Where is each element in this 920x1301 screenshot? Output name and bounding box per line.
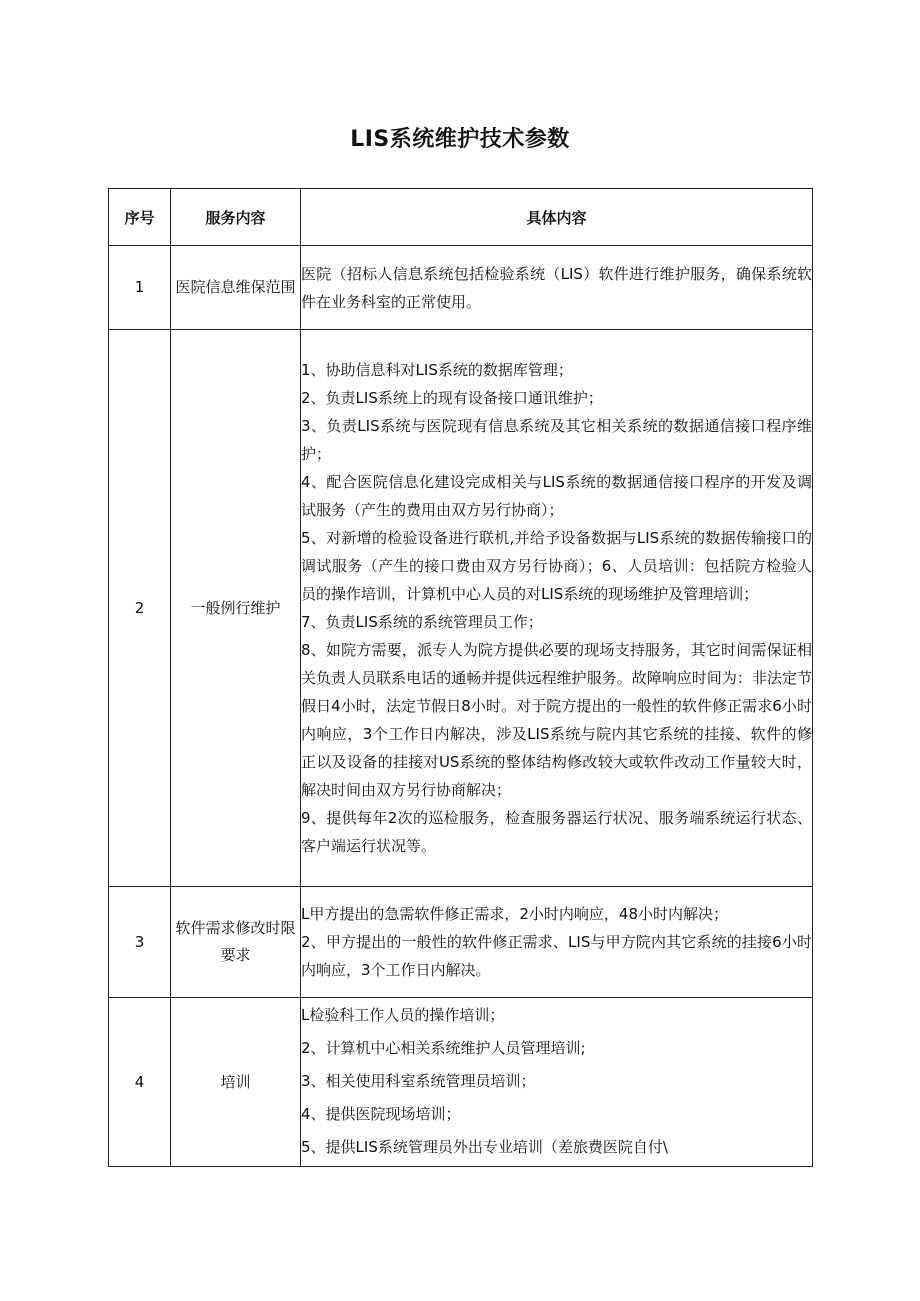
detail-line: 2、负责LIS系统上的现有设备接口通讯维护； xyxy=(301,389,603,407)
header-seq: 序号 xyxy=(109,189,171,246)
detail-line: 5、提供LIS系统管理员外出专业培训（差旅费医院自付\ xyxy=(301,1137,668,1156)
detail-line: 7、负责LIS系统的系统管理员工作； xyxy=(301,613,543,631)
table-row xyxy=(109,330,813,887)
table-row xyxy=(109,998,813,1167)
detail-line: 4、提供医院现场培训； xyxy=(301,1104,461,1123)
detail-line: L甲方提出的急需软件修正需求，2小时内响应，48小时内解决； xyxy=(301,905,728,923)
row-service: 一般例行维护 xyxy=(171,330,301,887)
detail-line: 5、对新增的检验设备进行联机,并给予设备数据与LIS系统的数据传输接口的调试服务（产生的接口费由双方另行协商）；6、人员培训：包括院方检验人员的操作培训，计算机中心人员的对LIS系统的现场维护及管理培训； xyxy=(301,529,812,603)
row-service: 医院信息维保范围 xyxy=(171,246,301,330)
detail-line: 3、负责LIS系统与医院现有信息系统及其它相关系统的数据通信接口程序维护； xyxy=(301,417,812,463)
table-row xyxy=(109,246,813,330)
row-seq: 3 xyxy=(109,887,171,998)
detail-line: 3、相关使用科室系统管理员培训； xyxy=(301,1071,536,1090)
detail-line: 医院（招标人信息系统包括检验系统（LIS）软件进行维护服务，确保系统软件在业务科室的正常使用。 xyxy=(301,264,812,311)
row-service: 培训 xyxy=(171,998,301,1167)
detail-line: L检验科工作人员的操作培训； xyxy=(301,1005,505,1024)
table-row xyxy=(109,887,813,998)
row-detail xyxy=(301,246,813,330)
row-detail xyxy=(301,330,813,887)
row-detail xyxy=(301,998,813,1167)
table-header-row xyxy=(109,189,813,246)
detail-line: 2、计算机中心相关系统维护人员管理培训; xyxy=(301,1038,586,1057)
detail-line: 1、协助信息科对LIS系统的数据库管理； xyxy=(301,361,573,379)
detail-line: 2、甲方提出的一般性的软件修正需求、LIS与甲方院内其它系统的挂接6小时内响应，3个工作日内解决。 xyxy=(301,933,812,979)
detail-line: 8、如院方需要，派专人为院方提供必要的现场支持服务，其它时间需保证相关负责人员联系电话的通畅并提供远程维护服务。故障响应时间为：非法定节假日4小时，法定节假日8小时。对于院方提出的一般性的软件修正需求6小时内响应，3个工作日内解决，涉及LIS系统与院内其它系统的挂接、软件的修正以及设备的挂接对US系统的整体结构修改较大或软件改动工作量较大时，解决时间由双方另行协商解决； xyxy=(301,641,812,799)
row-seq: 4 xyxy=(109,998,171,1167)
row-detail xyxy=(301,887,813,998)
row-service: 软件需求修改时限要求 xyxy=(171,887,301,998)
header-service: 服务内容 xyxy=(171,189,301,246)
row-seq: 1 xyxy=(109,246,171,330)
spec-table xyxy=(108,188,813,1167)
detail-line: 9、提供每年2次的巡检服务，检查服务器运行状况、服务端系统运行状态、客户端运行状况等。 xyxy=(301,809,812,855)
row-seq: 2 xyxy=(109,330,171,887)
document-title: LIS系统维护技术参数 xyxy=(350,127,570,152)
header-detail: 具体内容 xyxy=(301,189,813,246)
detail-line: 4、配合医院信息化建设完成相关与LIS系统的数据通信接口程序的开发及调试服务（产生的费用由双方另行协商）； xyxy=(301,473,812,519)
